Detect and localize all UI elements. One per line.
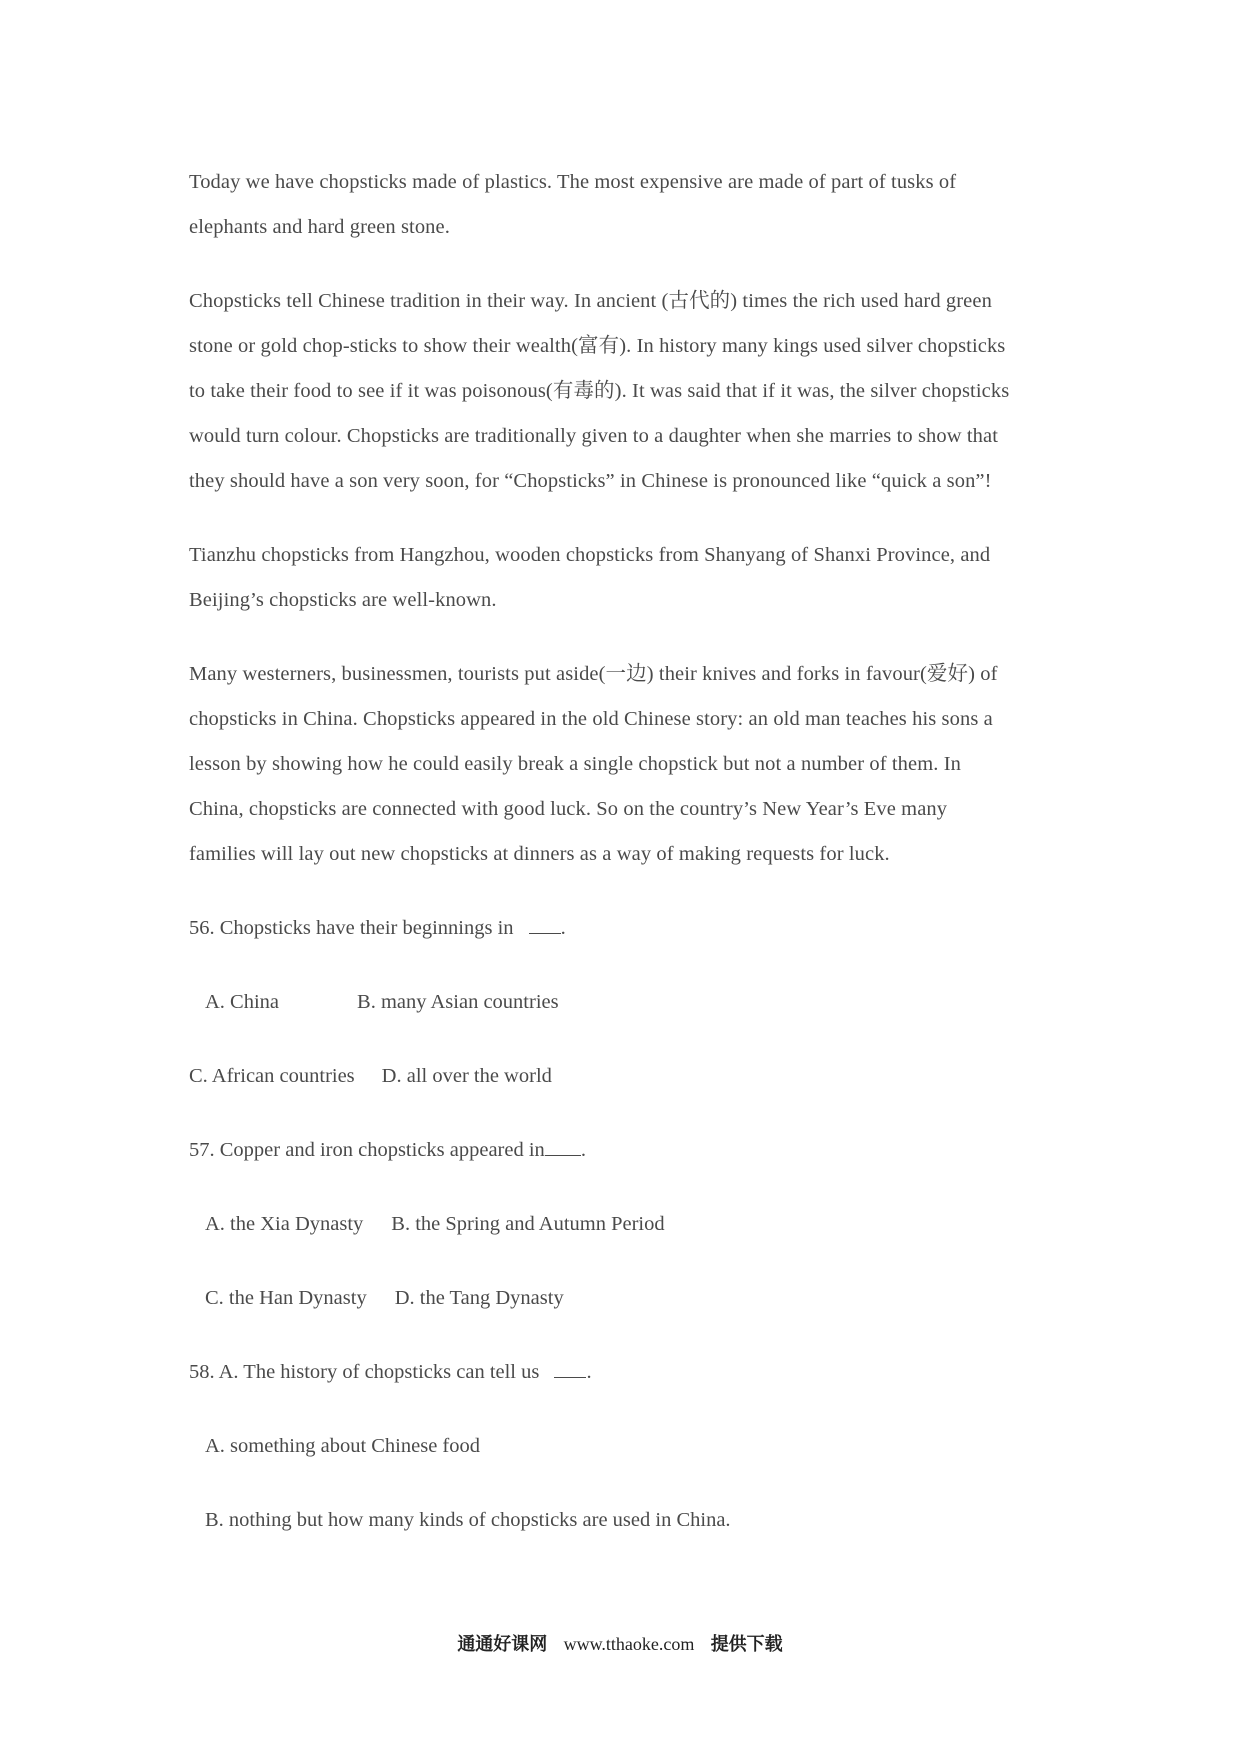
passage-paragraph-2	[189, 279, 1069, 504]
answer-blank	[545, 1137, 581, 1156]
text-line: would turn colour. Chopsticks are traditionally given to a daughter when she marries to show that	[189, 425, 999, 447]
text-line: stone or gold chop-sticks to show their wealth(富有). In history many kings used silver chopsticks	[189, 335, 1006, 357]
answer-blank	[529, 915, 561, 934]
passage-paragraph-4	[189, 652, 1069, 877]
question-57-options-cd	[189, 1276, 1069, 1321]
question-stem: 58. A. The history of chopsticks can tell us	[189, 1361, 540, 1383]
text-line: China, chopsticks are connected with good luck. So on the country’s New Year’s Eve many	[189, 798, 948, 820]
question-57	[189, 1128, 1069, 1173]
option-a: A. something about Chinese food	[205, 1435, 481, 1457]
text-line: Chopsticks tell Chinese tradition in their way. In ancient (古代的) times the rich used hard green	[189, 290, 992, 312]
option-b: B. many Asian countries	[357, 991, 559, 1013]
question-56-options-ab	[189, 980, 1069, 1025]
option-d: D. all over the world	[381, 1065, 552, 1087]
text-line: Beijing’s chopsticks are well-known.	[189, 589, 497, 611]
option-a: A. China	[205, 991, 280, 1013]
question-58-option-b	[189, 1498, 1069, 1543]
option-b: B. nothing but how many kinds of chopsticks are used in China.	[205, 1509, 731, 1531]
text-line: they should have a son very soon, for “Chopsticks” in Chinese is pronounced like “quick a son”!	[189, 470, 992, 492]
option-c: C. the Han Dynasty	[205, 1287, 367, 1309]
question-stem: 57. Copper and iron chopsticks appeared in	[189, 1139, 545, 1161]
text-line: Today we have chopsticks made of plastics. The most expensive are made of part of tusks of	[189, 171, 957, 193]
text-line: Many westerners, businessmen, tourists put aside(一边) their knives and forks in favour(爱好) of	[189, 663, 998, 685]
text-line: chopsticks in China. Chopsticks appeared in the old Chinese story: an old man teaches his sons a	[189, 708, 993, 730]
question-stem: 56. Chopsticks have their beginnings in	[189, 917, 514, 939]
question-56	[189, 906, 1069, 951]
question-end-punct: .	[580, 1139, 586, 1161]
document-body	[189, 160, 1069, 1572]
question-56-options-cd	[189, 1054, 1069, 1099]
passage-paragraph-1	[189, 160, 1069, 250]
question-end-punct: .	[586, 1361, 592, 1383]
text-line: Tianzhu chopsticks from Hangzhou, wooden chopsticks from Shanyang of Shanxi Province, and	[189, 544, 991, 566]
footer-note: 提供下载	[710, 1634, 783, 1655]
question-end-punct: .	[560, 917, 566, 939]
text-line: elephants and hard green stone.	[189, 216, 450, 238]
footer-url-link[interactable]: www.tthaoke.com	[563, 1634, 695, 1654]
option-c: C. African countries	[189, 1065, 355, 1087]
footer-site-name: 通通好课网	[457, 1634, 548, 1655]
page-footer	[0, 1630, 1240, 1656]
answer-blank	[554, 1359, 586, 1378]
question-58	[189, 1350, 1069, 1395]
question-58-option-a	[189, 1424, 1069, 1469]
text-line: to take their food to see if it was poisonous(有毒的). It was said that if it was, the silver chopsticks	[189, 380, 1010, 402]
question-57-options-ab	[189, 1202, 1069, 1247]
passage-paragraph-3	[189, 533, 1069, 623]
text-line: families will lay out new chopsticks at dinners as a way of making requests for luck.	[189, 843, 890, 865]
option-b: B. the Spring and Autumn Period	[391, 1213, 665, 1235]
text-line: lesson by showing how he could easily break a single chopstick but not a number of them. In	[189, 753, 962, 775]
option-a: A. the Xia Dynasty	[205, 1213, 364, 1235]
option-d: D. the Tang Dynasty	[394, 1287, 564, 1309]
